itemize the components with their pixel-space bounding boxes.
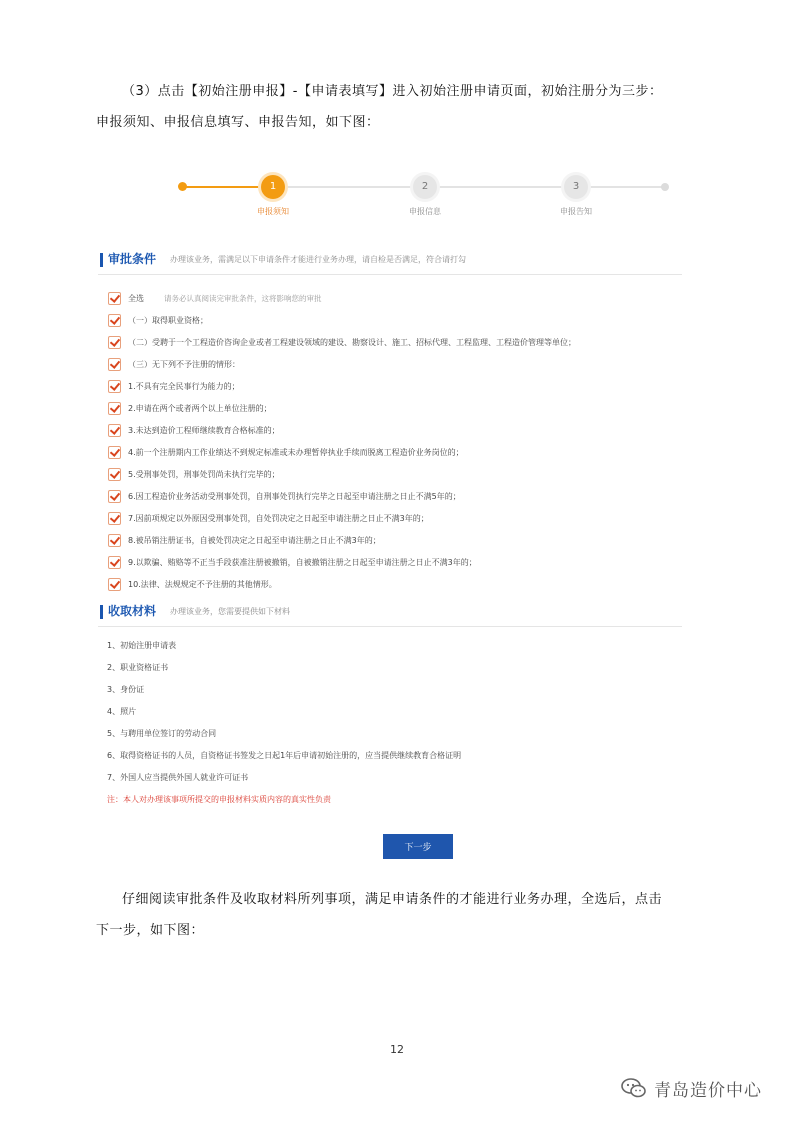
condition-row[interactable] (108, 555, 477, 569)
step-1-label: 申报须知 (257, 207, 289, 216)
condition-row[interactable] (108, 467, 280, 481)
condition-text: 6.因工程造价业务活动受刑事处罚，自刑事处罚执行完毕之日起至申请注册之日止不满5年的； (128, 491, 461, 501)
condition-text: 10.法律、法规规定不予注册的其他情形。 (128, 579, 277, 589)
step-3-label: 申报告知 (560, 207, 592, 216)
intro-line-1: （3）点击【初始注册申报】-【申请表填写】进入初始注册申请页面，初始注册分为三步： (122, 84, 663, 99)
condition-checkbox[interactable] (108, 490, 121, 503)
step-2-label: 申报信息 (409, 207, 441, 216)
condition-text: 4.前一个注册期内工作业绩达不到规定标准或未办理暂停执业手续而脱离工程造价业务岗位的； (128, 447, 464, 457)
wechat-icon (620, 1077, 648, 1099)
condition-text: 3.未达到造价工程师继续教育合格标准的； (128, 425, 280, 435)
condition-text: 5.受刑事处罚，刑事处罚尚未执行完毕的； (128, 469, 280, 479)
condition-text: 7.因前项规定以外原因受刑事处罚，自处罚决定之日起至申请注册之日止不满3年的； (128, 513, 429, 523)
condition-checkbox[interactable] (108, 314, 121, 327)
materials-title: 收取材料 (108, 604, 157, 618)
condition-row[interactable] (108, 401, 272, 415)
condition-row[interactable] (108, 511, 429, 525)
condition-row[interactable] (108, 423, 280, 437)
material-item: 1、初始注册申请表 (107, 641, 177, 650)
select-all-checkbox[interactable] (108, 292, 121, 305)
condition-checkbox[interactable] (108, 512, 121, 525)
outro-line-2: 下一步，如下图： (96, 923, 205, 938)
section-marker (100, 605, 103, 619)
condition-row[interactable] (108, 357, 240, 371)
select-all-row[interactable] (108, 291, 322, 305)
material-item: 5、与聘用单位签订的劳动合同 (107, 729, 217, 738)
condition-text: 9.以欺骗、贿赂等不正当手段获准注册被撤销，自被撤销注册之日起至申请注册之日止不满3年的； (128, 557, 477, 567)
select-all-label: 全选 (128, 293, 144, 303)
approval-title: 审批条件 (108, 252, 157, 266)
step-2-circle[interactable]: 2 (413, 175, 437, 199)
materials-section-header (98, 600, 682, 627)
next-step-button[interactable]: 下一步 (383, 834, 453, 859)
condition-checkbox[interactable] (108, 578, 121, 591)
condition-checkbox[interactable] (108, 534, 121, 547)
outro-paragraph (96, 884, 696, 946)
condition-checkbox[interactable] (108, 336, 121, 349)
condition-text: （三）无下列不予注册的情形： (128, 359, 240, 369)
material-item: 3、身份证 (107, 685, 145, 694)
condition-text: （一）取得职业资格； (128, 315, 208, 325)
condition-checkbox[interactable] (108, 446, 121, 459)
step-3-circle[interactable]: 3 (564, 175, 588, 199)
approval-section-header (98, 248, 682, 275)
intro-paragraph (96, 76, 696, 138)
material-item: 6、取得资格证书的人员，自资格证书签发之日起1年后申请初始注册的，应当提供继续教育合格证明 (107, 751, 462, 760)
watermark-text: 青岛造价中心 (654, 1080, 762, 1101)
stepper-track-done (182, 186, 272, 188)
material-item: 7、外国人应当提供外国人就业许可证书 (107, 773, 249, 782)
materials-note: 注：本人对办理该事项所提交的申报材料实质内容的真实性负责 (107, 795, 331, 804)
materials-description: 办理该业务，您需要提供如下材料 (170, 607, 290, 616)
outro-line-1: 仔细阅读审批条件及收取材料所列事项，满足申请条件的才能进行业务办理，全选后，点击 (122, 892, 663, 907)
section-marker (100, 253, 103, 267)
material-item: 2、职业资格证书 (107, 663, 169, 672)
condition-row[interactable] (108, 313, 208, 327)
stepper-start-dot (178, 182, 187, 191)
select-all-note: 请务必认真阅读完审批条件，这将影响您的审批 (164, 293, 322, 303)
intro-line-2: 申报须知、申报信息填写、申报告知，如下图： (96, 115, 380, 130)
condition-row[interactable] (108, 335, 576, 349)
stepper-end-dot (661, 183, 669, 191)
condition-row[interactable] (108, 577, 277, 591)
condition-checkbox[interactable] (108, 468, 121, 481)
condition-row[interactable] (108, 489, 461, 503)
condition-checkbox[interactable] (108, 556, 121, 569)
condition-row[interactable] (108, 533, 381, 547)
approval-description: 办理该业务，需满足以下申请条件才能进行业务办理，请自检是否满足，符合请打勾 (170, 255, 466, 264)
condition-checkbox[interactable] (108, 380, 121, 393)
stepper-track-pending (284, 186, 664, 188)
page-number: 12 (390, 1043, 404, 1056)
condition-text: 2.申请在两个或者两个以上单位注册的； (128, 403, 272, 413)
watermark (620, 1075, 762, 1101)
condition-checkbox[interactable] (108, 424, 121, 437)
condition-text: 8.被吊销注册证书，自被处罚决定之日起至申请注册之日止不满3年的； (128, 535, 381, 545)
material-item: 4、照片 (107, 707, 137, 716)
step-1-circle[interactable]: 1 (261, 175, 285, 199)
condition-text: （二）受聘于一个工程造价咨询企业或者工程建设领域的建设、勘察设计、施工、招标代理、工程监理、工程造价管理等单位； (128, 337, 576, 347)
condition-checkbox[interactable] (108, 358, 121, 371)
condition-row[interactable] (108, 379, 240, 393)
condition-row[interactable] (108, 445, 464, 459)
progress-stepper (176, 172, 676, 222)
condition-text: 1.不具有完全民事行为能力的； (128, 381, 240, 391)
condition-checkbox[interactable] (108, 402, 121, 415)
